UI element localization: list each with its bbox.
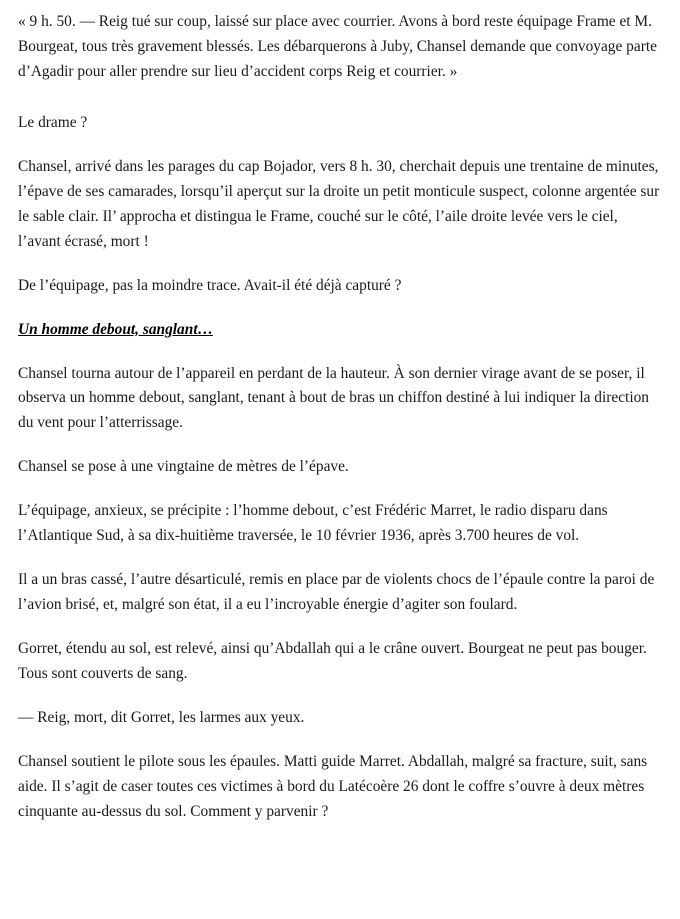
section-subheading: Un homme debout, sanglant…	[18, 320, 213, 338]
paragraph-question-drama: Le drame ?	[18, 113, 88, 131]
paragraph-chansel-tourna: Chansel tourna autour de l’appareil en perdant de la hauteur. À son dernier virage avant de se poser, il observa un homme debout, sanglant, tenant à bout de bras un chiffon destiné à lui indiquer la direction du vent pour l’atterrissage.	[18, 364, 649, 432]
paragraph-reig-mort: — Reig, mort, dit Gorret, les larmes aux yeux.	[18, 709, 305, 727]
paragraph-equipage-trace: De l’équipage, pas la moindre trace. Avait-il été déjà capturé ?	[18, 276, 402, 294]
paragraph-gorret-releve: Gorret, étendu au sol, est relevé, ainsi qu’Abdallah qui a le crâne ouvert. Bourgeat ne peut pas bouger. Tous sont couverts de sang.	[18, 640, 647, 683]
paragraph-equipage-anxieux: L’équipage, anxieux, se précipite : l’homme debout, c’est Frédéric Marret, le radio disparu dans l’Atlantique Sud, à sa dix-huitième traversée, le 10 février 1936, après 3.700 heures de vol.	[18, 502, 608, 545]
paragraph-quote-telegram: « 9 h. 50. — Reig tué sur coup, laissé sur place avec courrier. Avons à bord reste équipage Frame et M. Bourgeat, tous très gravement blessés. Les débarquerons à Juby, Chansel demande que convoyage parte d’Agadir pour aller prendre sur lieu d’accident corps Reig et courrier. »	[18, 13, 657, 80]
paragraph-chansel-bojador: Chansel, arrivé dans les parages du cap Bojador, vers 8 h. 30, cherchait depuis une trentaine de minutes, l’épave de ses camarades, lorsqu’il aperçut sur la droite un petit monticule suspect, colonne argentée sur le sable clair. Il’ approcha et distingua le Frame, couché sur le côté, l’aile droite levée vers le ciel, l’avant écrasé, mort !	[18, 157, 660, 250]
paragraph-bras-casse: Il a un bras cassé, l’autre désarticulé, remis en place par de violents chocs de l’épaule contre la paroi de l’avion brisé, et, malgré son état, il a eu l’incroyable énergie d’agiter son foulard.	[18, 571, 655, 614]
paragraph-chansel-se-pose: Chansel se pose à une vingtaine de mètres de l’épave.	[18, 458, 349, 476]
paragraph-chansel-soutient: Chansel soutient le pilote sous les épaules. Matti guide Marret. Abdallah, malgré sa fracture, suit, sans aide. Il s’agit de caser toutes ces victimes à bord du Latécoère 26 dont le coffre s’ouvre à deux mètres cinquante au-dessus du sol. Comment y parvenir ?	[18, 753, 648, 820]
